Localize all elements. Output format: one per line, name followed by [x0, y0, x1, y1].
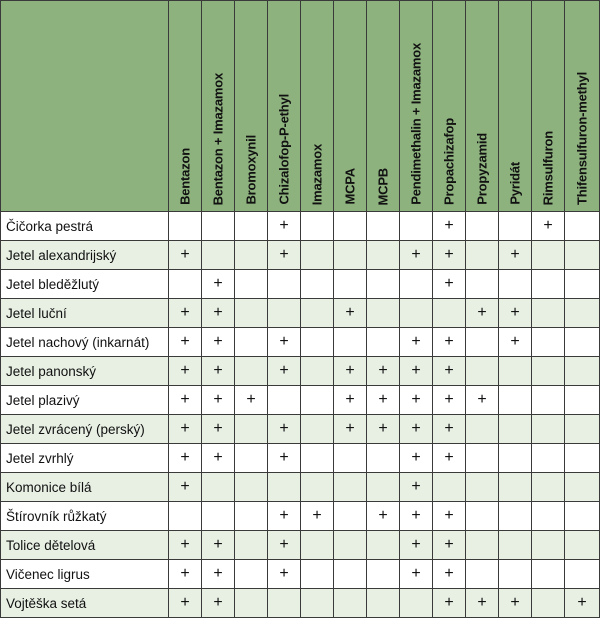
table-cell — [334, 473, 367, 502]
table-cell — [268, 473, 301, 502]
table-row — [1, 531, 600, 560]
table-cell — [466, 328, 499, 357]
table-cell: + — [499, 328, 532, 357]
table-cell: + — [334, 386, 367, 415]
table-cell — [400, 299, 433, 328]
table-cell: + — [400, 241, 433, 270]
row-name-cell: Jetel alexandrijský — [1, 241, 169, 270]
table-cell — [301, 444, 334, 473]
column-header — [499, 1, 532, 212]
table-cell — [367, 212, 400, 241]
column-header — [466, 1, 499, 212]
table-cell — [499, 357, 532, 386]
table-cell — [565, 386, 600, 415]
table-cell: + — [433, 531, 466, 560]
table-cell: + — [169, 531, 202, 560]
table-row — [1, 560, 600, 589]
table-cell — [532, 473, 565, 502]
table-cell — [532, 386, 565, 415]
row-name-cell: Jetel luční — [1, 299, 169, 328]
column-header — [565, 1, 600, 212]
table-cell — [235, 589, 268, 618]
table-cell: + — [499, 241, 532, 270]
table-cell — [532, 299, 565, 328]
table-row — [1, 386, 600, 415]
table-cell — [235, 444, 268, 473]
table-cell — [235, 241, 268, 270]
table-cell: + — [268, 212, 301, 241]
table-cell: + — [400, 444, 433, 473]
table-cell — [565, 502, 600, 531]
table-cell — [334, 444, 367, 473]
table-cell — [268, 299, 301, 328]
table-cell: + — [202, 444, 235, 473]
table-cell: + — [433, 241, 466, 270]
table-cell — [301, 560, 334, 589]
table-cell: + — [169, 241, 202, 270]
table-cell — [334, 270, 367, 299]
table-cell — [466, 473, 499, 502]
table-cell: + — [202, 589, 235, 618]
table-row — [1, 444, 600, 473]
table-cell: + — [169, 415, 202, 444]
table-cell — [565, 299, 600, 328]
table-cell — [565, 212, 600, 241]
column-header — [202, 1, 235, 212]
table-cell — [466, 415, 499, 444]
table-cell — [301, 386, 334, 415]
table-cell — [499, 502, 532, 531]
table-cell — [466, 241, 499, 270]
table-cell: + — [202, 386, 235, 415]
table-cell — [466, 560, 499, 589]
table-cell — [400, 589, 433, 618]
table-cell — [301, 473, 334, 502]
table-cell — [301, 531, 334, 560]
table-cell — [367, 241, 400, 270]
table-cell — [499, 270, 532, 299]
row-name-cell: Jetel panonský — [1, 357, 169, 386]
row-name-cell: Štírovník růžkatý — [1, 502, 169, 531]
table-cell: + — [202, 328, 235, 357]
table-row — [1, 241, 600, 270]
header-row — [1, 1, 600, 212]
table-cell: + — [202, 357, 235, 386]
table-cell — [202, 212, 235, 241]
table-cell — [565, 270, 600, 299]
table-cell — [400, 270, 433, 299]
table-cell: + — [433, 444, 466, 473]
table-cell — [466, 531, 499, 560]
table-cell — [235, 357, 268, 386]
table-cell: + — [433, 357, 466, 386]
table-cell: + — [169, 444, 202, 473]
table-cell — [565, 560, 600, 589]
table-cell: + — [433, 328, 466, 357]
row-name-cell: Vičenec ligrus — [1, 560, 169, 589]
table-cell: + — [400, 560, 433, 589]
row-name-cell: Jetel zvrhlý — [1, 444, 169, 473]
table-cell: + — [268, 560, 301, 589]
table-cell — [499, 560, 532, 589]
row-name-cell: Tolice dětelová — [1, 531, 169, 560]
column-header-label: MCPB — [375, 167, 391, 205]
table-cell — [334, 589, 367, 618]
row-name-cell: Komonice bílá — [1, 473, 169, 502]
table-cell — [367, 473, 400, 502]
table-cell: + — [169, 299, 202, 328]
table-cell: + — [202, 560, 235, 589]
table-cell — [532, 241, 565, 270]
table-cell — [400, 212, 433, 241]
table-cell — [565, 473, 600, 502]
table-row — [1, 357, 600, 386]
table-cell: + — [466, 589, 499, 618]
column-header-label: Bentazon + Imazamox — [210, 72, 226, 205]
table-cell: + — [169, 560, 202, 589]
table-cell: + — [169, 357, 202, 386]
table-cell — [565, 444, 600, 473]
row-name-cell: Jetel bleděžlutý — [1, 270, 169, 299]
table-cell: + — [268, 502, 301, 531]
table-cell: + — [268, 357, 301, 386]
table-cell — [367, 444, 400, 473]
table-cell: + — [400, 386, 433, 415]
table-cell — [499, 212, 532, 241]
row-name-cell: Jetel nachový (inkarnát) — [1, 328, 169, 357]
table-cell — [499, 415, 532, 444]
table-cell: + — [400, 415, 433, 444]
column-header — [235, 1, 268, 212]
table-cell: + — [169, 589, 202, 618]
table-cell — [169, 270, 202, 299]
table-row — [1, 502, 600, 531]
column-header-label: Thifensulfuron-methyl — [574, 71, 590, 205]
table-cell: + — [202, 531, 235, 560]
table-cell — [532, 270, 565, 299]
table-cell — [235, 415, 268, 444]
table-cell: + — [202, 299, 235, 328]
corner-cell — [1, 1, 169, 212]
table-cell — [565, 328, 600, 357]
table-cell: + — [400, 531, 433, 560]
table-cell: + — [268, 241, 301, 270]
column-header-label: Propyzamid — [474, 133, 490, 205]
table-cell — [334, 212, 367, 241]
table-cell: + — [499, 589, 532, 618]
table-cell — [301, 357, 334, 386]
table-cell: + — [433, 212, 466, 241]
table-cell: + — [367, 502, 400, 531]
table-cell — [301, 299, 334, 328]
table-row — [1, 270, 600, 299]
row-name-cell: Čičorka pestrá — [1, 212, 169, 241]
table-row — [1, 473, 600, 502]
table-cell — [268, 386, 301, 415]
table-cell: + — [202, 270, 235, 299]
table-cell — [367, 299, 400, 328]
table-cell: + — [466, 299, 499, 328]
table-cell: + — [367, 386, 400, 415]
table-cell — [169, 212, 202, 241]
table-cell — [334, 328, 367, 357]
column-header — [334, 1, 367, 212]
table-cell — [466, 444, 499, 473]
column-header — [268, 1, 301, 212]
table-cell: + — [367, 357, 400, 386]
table-cell — [334, 502, 367, 531]
table-cell — [235, 328, 268, 357]
table-cell — [268, 270, 301, 299]
table-cell: + — [433, 589, 466, 618]
row-name-cell: Vojtěška setá — [1, 589, 169, 618]
table-cell — [499, 473, 532, 502]
table-cell: + — [169, 386, 202, 415]
table-cell — [169, 502, 202, 531]
table-cell — [565, 531, 600, 560]
table-cell — [565, 357, 600, 386]
table-cell: + — [301, 502, 334, 531]
table-cell: + — [400, 502, 433, 531]
table-cell: + — [400, 328, 433, 357]
table-cell — [235, 531, 268, 560]
table-cell — [466, 270, 499, 299]
table-body — [1, 212, 600, 618]
column-header — [301, 1, 334, 212]
table-cell — [499, 531, 532, 560]
table-cell — [367, 328, 400, 357]
table-row — [1, 589, 600, 618]
table-cell: + — [235, 386, 268, 415]
table-cell — [466, 502, 499, 531]
table-cell — [301, 212, 334, 241]
table-cell — [532, 415, 565, 444]
table-cell — [202, 502, 235, 531]
table-cell: + — [433, 386, 466, 415]
table-cell: + — [400, 357, 433, 386]
table-cell — [301, 415, 334, 444]
column-header-label: Bromoxynil — [243, 135, 259, 205]
table-cell — [202, 473, 235, 502]
column-header-label: Imazamox — [309, 143, 325, 205]
table-cell — [235, 473, 268, 502]
table-cell — [334, 241, 367, 270]
table-cell: + — [334, 299, 367, 328]
table-cell: + — [433, 270, 466, 299]
table-cell: + — [400, 473, 433, 502]
table-cell — [235, 560, 268, 589]
column-header — [367, 1, 400, 212]
table-cell: + — [433, 415, 466, 444]
table-cell — [235, 299, 268, 328]
table-cell — [499, 444, 532, 473]
table-cell — [532, 531, 565, 560]
table-cell — [532, 589, 565, 618]
table-cell: + — [433, 560, 466, 589]
row-name-cell: Jetel plazivý — [1, 386, 169, 415]
table-cell: + — [499, 299, 532, 328]
table-cell: + — [532, 212, 565, 241]
table-cell — [235, 212, 268, 241]
column-header-label: Chizalofop-P-ethyl — [276, 94, 292, 205]
table-cell — [466, 357, 499, 386]
table-cell — [499, 386, 532, 415]
table-cell — [532, 502, 565, 531]
table-cell: + — [268, 444, 301, 473]
table-cell: + — [334, 357, 367, 386]
column-header-label: Pendimethalin + Imazamox — [408, 43, 424, 205]
table-cell — [433, 473, 466, 502]
column-header — [169, 1, 202, 212]
column-header-label: MCPA — [342, 168, 358, 205]
table-cell — [532, 357, 565, 386]
table-cell — [565, 241, 600, 270]
table-row — [1, 328, 600, 357]
table-cell — [301, 241, 334, 270]
column-header — [400, 1, 433, 212]
row-name-cell: Jetel zvrácený (perský) — [1, 415, 169, 444]
table-cell — [235, 270, 268, 299]
table-cell — [466, 212, 499, 241]
table-cell — [202, 241, 235, 270]
table-cell — [268, 589, 301, 618]
table-cell — [301, 589, 334, 618]
table-cell: + — [169, 473, 202, 502]
table-cell: + — [334, 415, 367, 444]
table-cell — [367, 270, 400, 299]
table-row — [1, 212, 600, 241]
table-cell: + — [268, 328, 301, 357]
table-cell — [367, 560, 400, 589]
table-cell — [532, 444, 565, 473]
column-header — [532, 1, 565, 212]
table-cell: + — [466, 386, 499, 415]
column-header-label: Propachizafop — [441, 118, 457, 205]
table-cell — [301, 270, 334, 299]
table-cell: + — [565, 589, 600, 618]
table-cell — [532, 328, 565, 357]
column-header-label: Rimsulfuron — [540, 130, 556, 205]
table-cell — [334, 531, 367, 560]
table-cell — [367, 589, 400, 618]
table-cell: + — [367, 415, 400, 444]
table-cell: + — [169, 328, 202, 357]
column-header-label: Pyridát — [507, 162, 523, 205]
column-header-label: Bentazon — [177, 148, 193, 205]
table-cell — [565, 415, 600, 444]
table-cell: + — [268, 531, 301, 560]
table-cell: + — [268, 415, 301, 444]
table-row — [1, 299, 600, 328]
table-cell: + — [433, 502, 466, 531]
table-cell — [433, 299, 466, 328]
table-cell: + — [202, 415, 235, 444]
table-cell — [301, 328, 334, 357]
table-cell — [235, 502, 268, 531]
table-row — [1, 415, 600, 444]
column-header — [433, 1, 466, 212]
table-cell — [367, 531, 400, 560]
table-cell — [334, 560, 367, 589]
table-cell — [532, 560, 565, 589]
